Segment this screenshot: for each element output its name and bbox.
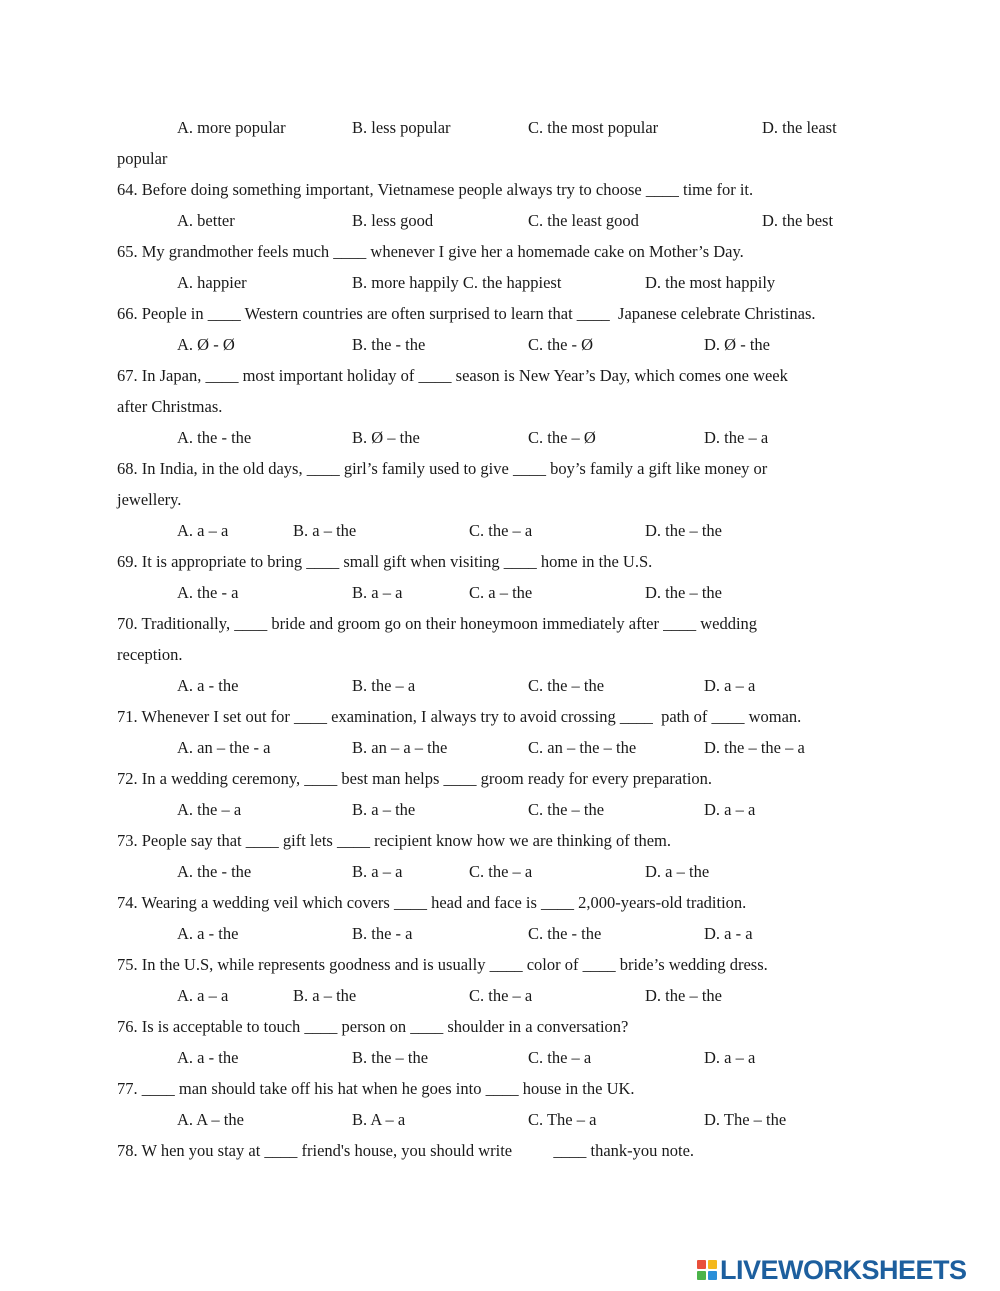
liveworksheets-logo[interactable] (697, 1256, 967, 1284)
option-d: D. the – the (645, 521, 722, 540)
question-77-text: 77. ____ man should take off his hat when he goes into ____ house in the UK. (117, 1079, 635, 1098)
question-65-text: 65. My grandmother feels much ____ whenever I give her a homemade cake on Mother’s Day. (117, 242, 744, 261)
option-d: D. a – the (645, 862, 710, 881)
option-b: B. a – a (352, 583, 403, 602)
question-73-text: 73. People say that ____ gift lets ____ recipient know how we are thinking of them. (117, 831, 672, 850)
logo-block-yellow (708, 1260, 717, 1269)
option-d: D. Ø - the (704, 335, 770, 354)
option-a: A. happier (177, 273, 247, 292)
question-78-text: 78. W hen you stay at ____ friend's house, you should write ____ thank-you note. (117, 1141, 695, 1160)
question-71-options (0, 738, 1000, 758)
option-d: D. a – a (704, 676, 756, 695)
option-a: A. a – a (177, 521, 229, 540)
question-71-text: 71. Whenever I set out for ____ examination, I always try to avoid crossing ____ path of ____ woman. (117, 707, 802, 726)
option-a: A. an – the - a (177, 738, 271, 757)
option-a: A. A – the (177, 1110, 244, 1129)
question-76-options (0, 1048, 1000, 1068)
question-75-text: 75. In the U.S, while represents goodness and is usually ____ color of ____ bride’s wedding dress. (117, 955, 768, 974)
option-c: C. the – a (469, 862, 533, 881)
option-b: B. the - a (352, 924, 413, 943)
option-d: D. the – the – a (704, 738, 805, 757)
option-b: B. the – a (352, 676, 416, 695)
question-70-text: 70. Traditionally, ____ bride and groom go on their honeymoon immediately after ____ wedding (117, 614, 758, 633)
option-d: D. the – the (645, 583, 722, 602)
option-b: B. a – the (352, 800, 416, 819)
question-70-options (0, 676, 1000, 696)
logo-text: LIVEWORKSHEETS (720, 1255, 967, 1285)
question-66-text: 66. People in ____ Western countries are often surprised to learn that ____ Japanese celebrate Christinas. (117, 304, 816, 323)
question-69-options (0, 583, 1000, 603)
option-b: B. A – a (352, 1110, 406, 1129)
option-d: D. The – the (704, 1110, 787, 1129)
option-a: A. a – a (177, 986, 229, 1005)
option-c: C. the – a (469, 986, 533, 1005)
option-a: A. Ø - Ø (177, 335, 235, 354)
question-64-options (0, 211, 1000, 231)
question-77-options (0, 1110, 1000, 1130)
option-a: A. a - the (177, 924, 239, 943)
question-68-text: 68. In India, in the old days, ____ girl’s family used to give ____ boy’s family a gift like money or (117, 459, 768, 478)
option-d: D. a - a (704, 924, 753, 943)
question-68-text-cont: jewellery. (117, 490, 182, 509)
question-69-text: 69. It is appropriate to bring ____ small gift when visiting ____ home in the U.S. (117, 552, 653, 571)
option-b: B. an – a – the (352, 738, 448, 757)
option-a: A. the - the (177, 862, 252, 881)
question-74-options (0, 924, 1000, 944)
logo-blocks-icon (697, 1260, 717, 1280)
option-d: D. the most happily (645, 273, 776, 292)
option-a: A. the - the (177, 428, 252, 447)
logo-block-green (697, 1271, 706, 1280)
question-63-wrap: popular (117, 149, 168, 168)
option-a: A. better (177, 211, 235, 230)
option-d: D. the least (762, 118, 837, 137)
option-b: B. less good (352, 211, 434, 230)
logo-block-red (697, 1260, 706, 1269)
option-d: D. the – a (704, 428, 769, 447)
question-67-options (0, 428, 1000, 448)
question-70-text-cont: reception. (117, 645, 183, 664)
option-b: B. less popular (352, 118, 451, 137)
question-67-text: 67. In Japan, ____ most important holiday of ____ season is New Year’s Day, which comes one week (117, 366, 788, 385)
option-d: D. the – the (645, 986, 722, 1005)
option-c: C. The – a (528, 1110, 597, 1129)
option-c: C. an – the – the (528, 738, 637, 757)
option-c: C. the – a (469, 521, 533, 540)
option-d: D. a – a (704, 800, 756, 819)
question-75-options (0, 986, 1000, 1006)
question-76-text: 76. Is is acceptable to touch ____ person on ____ shoulder in a conversation? (117, 1017, 629, 1036)
option-d: D. a – a (704, 1048, 756, 1067)
option-b: B. Ø – the (352, 428, 420, 447)
question-67-text-cont: after Christmas. (117, 397, 223, 416)
question-63-options (0, 118, 1000, 138)
question-64-text: 64. Before doing something important, Vietnamese people always try to choose ____ time for it. (117, 180, 754, 199)
option-a: A. a - the (177, 676, 239, 695)
question-65-options (0, 273, 1000, 293)
option-c: C. the – the (528, 800, 605, 819)
option-d: D. the best (762, 211, 834, 230)
option-b: B. a – the (293, 521, 357, 540)
option-b: B. the – the (352, 1048, 429, 1067)
option-c: C. the least good (528, 211, 639, 230)
option-a: A. more popular (177, 118, 286, 137)
option-c: C. the most popular (528, 118, 659, 137)
option-c: C. the - the (528, 924, 602, 943)
option-c: C. the - Ø (528, 335, 594, 354)
question-72-text: 72. In a wedding ceremony, ____ best man helps ____ groom ready for every preparation. (117, 769, 713, 788)
logo-block-blue (708, 1271, 717, 1280)
option-b: B. a – the (293, 986, 357, 1005)
option-b: B. a – a (352, 862, 403, 881)
option-c: C. the – the (528, 676, 605, 695)
question-66-options (0, 335, 1000, 355)
option-c: C. the – a (528, 1048, 592, 1067)
question-72-options (0, 800, 1000, 820)
question-68-options (0, 521, 1000, 541)
option-a: A. the – a (177, 800, 242, 819)
option-b: B. the - the (352, 335, 426, 354)
option-c: C. the – Ø (528, 428, 596, 447)
option-a: A. a - the (177, 1048, 239, 1067)
option-a: A. the - a (177, 583, 239, 602)
option-c: C. a – the (469, 583, 533, 602)
question-74-text: 74. Wearing a wedding veil which covers ____ head and face is ____ 2,000-years-old tradition. (117, 893, 747, 912)
question-73-options (0, 862, 1000, 882)
option-b: B. more happily C. the happiest (352, 273, 562, 292)
